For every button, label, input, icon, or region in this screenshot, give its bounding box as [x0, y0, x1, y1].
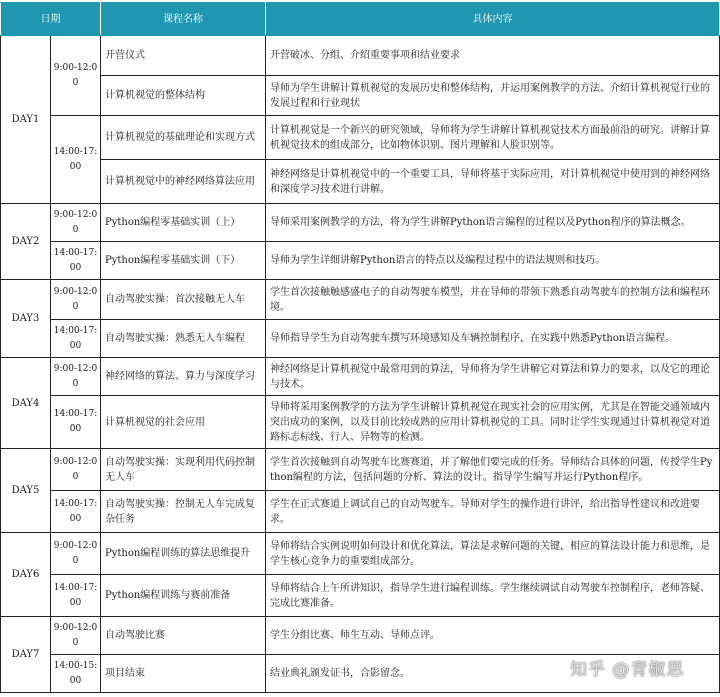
course-name: 计算机视觉的整体结构 [101, 76, 266, 116]
schedule-table [0, 2, 720, 693]
course-content: 学生首次接触到自动驾驶车比赛赛道，并了解他们要完成的任务。导师结合具体的问题，传授学生Python编程的方法，包括问题的分析、算法的设计。指导学生编写并运行Python程序。 [266, 449, 720, 491]
time-slot: 9:00-12:00 [51, 280, 101, 320]
header-date: 日期 [1, 3, 101, 36]
time-slot: 14:00-17:00 [51, 320, 101, 358]
course-content: 导师将采用案例教学的方法为学生讲解计算机视觉在现实社会的应用实例，尤其是在智能交通领域内突出成功的案例，以及目前比较成熟的应用计算机视觉的工具。同时让学生实现通过计算机视觉对道路标志标线、行人、异物等的检测。 [266, 396, 720, 449]
course-name: 自动驾驶实操：熟悉无人车编程 [101, 320, 266, 358]
course-name: 计算机视觉的社会应用 [101, 396, 266, 449]
course-name: Python编程训练的算法思维提升 [101, 533, 266, 575]
course-content: 导师为学生详细讲解Python语言的特点以及编程过程中的语法规则和技巧。 [266, 242, 720, 280]
table-row [1, 533, 720, 575]
table-row [1, 358, 720, 396]
time-slot: 9:00-12:00 [51, 358, 101, 396]
course-name: Python编程零基础实训（上） [101, 204, 266, 242]
table-row [1, 242, 720, 280]
table-row [1, 116, 720, 160]
course-content: 神经网络是计算机视觉中的一个重要工具，导师将基于实际应用，对计算机视觉中使用到的神经网络和深度学习技术进行讲解。 [266, 160, 720, 204]
course-content: 学生在正式赛道上调试自己的自动驾驶车。导师对学生的操作进行讲评，给出指导性建议和改进要求。 [266, 491, 720, 533]
table-row [1, 160, 720, 204]
course-name: 计算机视觉中的神经网络算法应用 [101, 160, 266, 204]
table-row [1, 396, 720, 449]
time-slot: 14:00-17:00 [51, 396, 101, 449]
time-slot: 14:00-15:00 [51, 655, 101, 693]
table-row [1, 204, 720, 242]
table-row [1, 617, 720, 655]
course-name: Python编程训练与赛前准备 [101, 575, 266, 617]
course-content: 开营破冰、分组、介绍重要事项和结业要求 [266, 36, 720, 76]
course-name: 计算机视觉的基础理论和实现方式 [101, 116, 266, 160]
time-slot: 9:00-12:00 [51, 533, 101, 575]
course-name: 神经网络的算法、算力与深度学习 [101, 358, 266, 396]
table-row [1, 575, 720, 617]
zhihu-watermark: 知乎 @青椒思 [570, 660, 685, 680]
course-content: 计算机视觉是一个新兴的研究领域，导师将为学生讲解计算机视觉技术方面最前沿的研究。讲解计算机视觉技术的组成部分，比如物体识别、图片理解和人脸识别等。 [266, 116, 720, 160]
table-row [1, 280, 720, 320]
header-row [1, 3, 720, 36]
course-name: 自动驾驶实操：控制无人车完成复杂任务 [101, 491, 266, 533]
time-slot: 14:00-17:00 [51, 116, 101, 204]
time-slot: 9:00-12:00 [51, 617, 101, 655]
table-row [1, 320, 720, 358]
day-label: DAY1 [1, 36, 51, 204]
course-content: 学生首次接触触感盛电子的自动驾驶车模型，并在导师的带领下熟悉自动驾驶车的控制方法和编程环境。 [266, 280, 720, 320]
day-label: DAY7 [1, 617, 51, 693]
day-label: DAY4 [1, 358, 51, 449]
course-content: 导师指导学生为自动驾驶车撰写环境感知及车辆控制程序，在实践中熟悉Python语言编程。 [266, 320, 720, 358]
course-content: 导师为学生讲解计算机视觉的发展历史和整体结构，并运用案例教学的方法、介绍计算机视觉行业的发展过程和行业现状 [266, 76, 720, 116]
header-content: 具体内容 [266, 3, 720, 36]
day-label: DAY3 [1, 280, 51, 358]
course-content: 导师将结合实例说明如何设计和优化算法，算法是求解问题的关键，相应的算法设计能力和思维，是学生核心竞争力的重要组成部分。 [266, 533, 720, 575]
course-content: 学生分组比赛、师生互动、导师点评。 [266, 617, 720, 655]
course-content: 导师采用案例教学的方法，将为学生讲解Python语言编程的过程以及Python程序的算法概念。 [266, 204, 720, 242]
time-slot: 14:00-17:00 [51, 491, 101, 533]
time-slot: 9:00-12:00 [51, 204, 101, 242]
table-row [1, 491, 720, 533]
course-content: 结业典礼颁发证书，合影留念。 [266, 655, 720, 693]
course-name: 自动驾驶比赛 [101, 617, 266, 655]
day-label: DAY5 [1, 449, 51, 533]
course-name: 自动驾驶实操：首次接触无人车 [101, 280, 266, 320]
course-name: 开营仪式 [101, 36, 266, 76]
course-name: 项目结束 [101, 655, 266, 693]
course-content: 导师将结合上午所讲知识，指导学生进行编程训练。学生继续调试自动驾驶车控制程序，老师答疑、完成比赛准备。 [266, 575, 720, 617]
day-label: DAY6 [1, 533, 51, 617]
table-row [1, 449, 720, 491]
course-content: 神经网络是计算机视觉中最常用到的算法，导师将为学生讲解它对算法和算力的要求，以及它的理论与技术。 [266, 358, 720, 396]
table-row [1, 36, 720, 76]
time-slot: 14:00-17:00 [51, 575, 101, 617]
day-label: DAY2 [1, 204, 51, 280]
header-course: 课程名称 [101, 3, 266, 36]
time-slot: 9:00-12:00 [51, 36, 101, 116]
time-slot: 14:00-17:00 [51, 242, 101, 280]
table-row [1, 76, 720, 116]
course-name: 自动驾驶实操：实现利用代码控制无人车 [101, 449, 266, 491]
time-slot: 9:00-12:00 [51, 449, 101, 491]
course-name: Python编程零基础实训（下） [101, 242, 266, 280]
